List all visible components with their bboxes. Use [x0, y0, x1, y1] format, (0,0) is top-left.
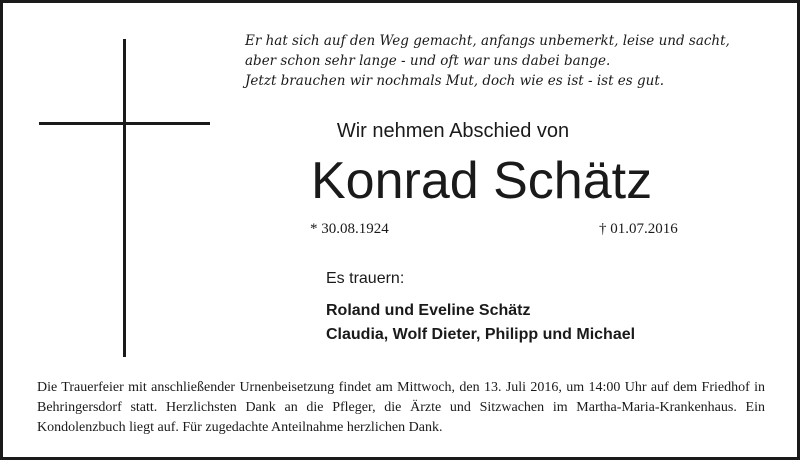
- mourner-line: Roland und Eveline Schätz: [326, 302, 531, 319]
- poem-line: Jetzt brauchen wir nochmals Mut, doch wie es ist - ist es gut.: [245, 73, 665, 89]
- deceased-name: Konrad Schätz: [311, 152, 653, 210]
- poem: [245, 31, 785, 91]
- mourners-list: [326, 299, 635, 347]
- poem-line: Er hat sich auf den Weg gemacht, anfangs unbemerkt, leise und sacht,: [245, 33, 730, 49]
- cross-vertical-beam: [123, 39, 126, 357]
- mourner-line: Claudia, Wolf Dieter, Philipp und Michael: [326, 326, 636, 343]
- death-date: † 01.07.2016: [599, 221, 678, 237]
- birth-date: * 30.08.1924: [310, 221, 389, 237]
- farewell-intro: Wir nehmen Abschied von: [336, 120, 570, 142]
- poem-line: aber schon sehr lange - und oft war uns dabei bange.: [245, 53, 611, 69]
- mourners-heading: Es trauern:: [326, 270, 405, 287]
- funeral-details: Die Trauerfeier mit anschließender Urnenbeisetzung findet am Mittwoch, den 13. Juli 2016, um 14:00 Uhr auf dem Friedhof in Behringersdorf statt. Herzlichsten Dank an die Pfleger, die Ärzte und Sitzwachen im Martha-Maria-Krankenhaus. Ein Kondolenzbuch liegt auf. Für zugedachte Anteilnahme herzlichen Dank.: [37, 380, 765, 435]
